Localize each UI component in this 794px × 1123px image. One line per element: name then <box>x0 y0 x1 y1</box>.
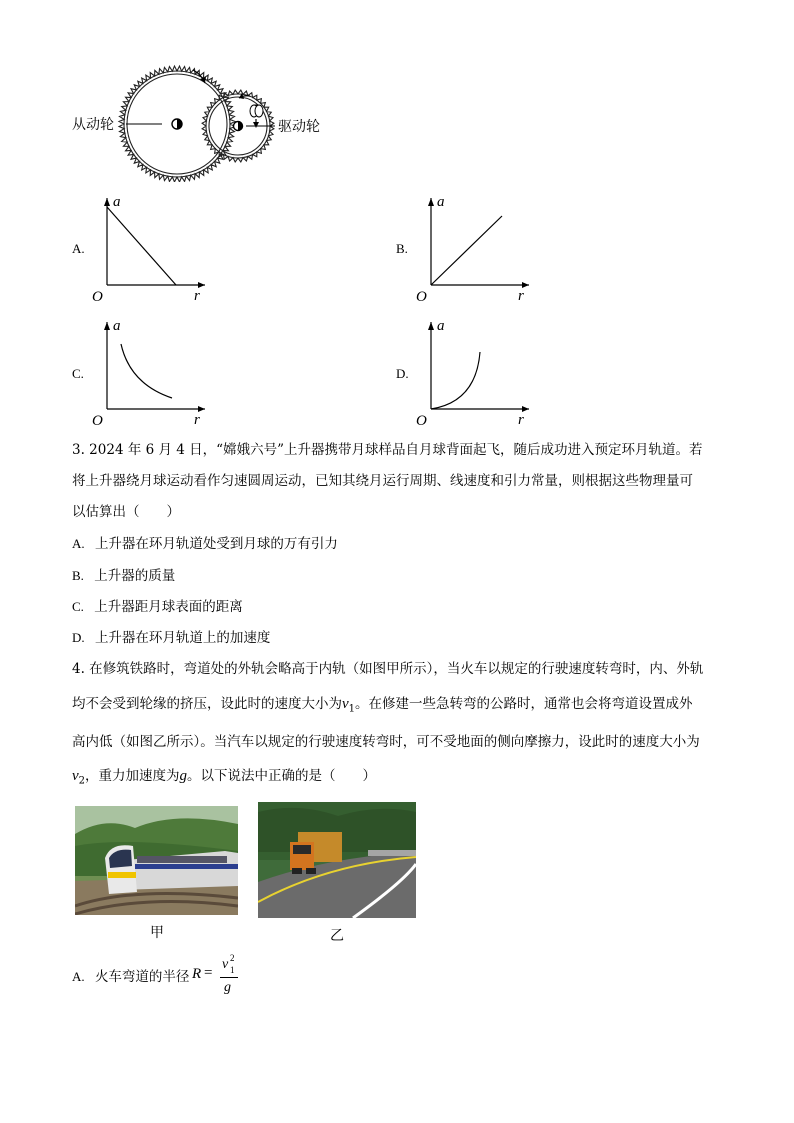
graph-option-b <box>414 190 534 305</box>
q3-stem-line-3: 以估算出（ ） <box>72 504 180 520</box>
q4-option-a-text: 火车弯道的半径 <box>94 969 190 985</box>
graph-c-y-label: a <box>113 318 121 334</box>
graph-option-d <box>414 314 534 429</box>
q3-option-c-text: 上升器距月球表面的距离 <box>94 599 243 615</box>
q3-option-d-text: 上升器在环月轨道上的加速度 <box>94 630 271 646</box>
q3-option-a-letter: A. <box>72 536 85 551</box>
caption-jia: 甲 <box>150 925 164 941</box>
q4-line2-part-b: 。在修建一些急转弯的公路时，通常也会将弯道设置成外 <box>355 696 693 712</box>
graph-a-origin: O <box>92 289 103 305</box>
q4-line2-part-a: 均不会受到轮缘的挤压，设此时的速度大小为 <box>72 696 342 712</box>
graph-option-a-letter: A. <box>72 241 85 256</box>
formula-numerator-v: v <box>222 957 229 972</box>
graph-option-c <box>90 314 210 429</box>
gear-figure <box>70 62 350 182</box>
q4-stem-line-4 <box>72 767 376 791</box>
q4-option-a <box>72 968 189 986</box>
driven-gear-label: 从动轮 <box>72 117 114 133</box>
q3-stem-line-2: 将上升器绕月球运动看作匀速圆周运动，已知其绕月运行周期、线速度和引力常量，则根据这些物理量可 <box>72 473 693 489</box>
q3-option-b-letter: B. <box>72 568 84 583</box>
graph-a-y-label: a <box>113 194 121 210</box>
q4-line4-part-a: ，重力加速度为 <box>85 768 180 784</box>
graph-b-origin: O <box>416 289 427 305</box>
formula-equals: = <box>204 965 213 981</box>
truck-photo <box>258 802 416 918</box>
q4-v1-symbol: v <box>342 696 349 712</box>
q4-option-a-letter: A. <box>72 969 85 984</box>
q4-v2-subscript: 2 <box>78 775 86 787</box>
graph-option-c-letter: C. <box>72 366 84 381</box>
graph-option-b-letter: B. <box>396 241 408 256</box>
q4-v2-symbol: v <box>72 768 79 784</box>
q3-option-d <box>72 629 270 647</box>
graph-d-x-label: r <box>518 412 524 428</box>
driver-gear-label: 驱动轮 <box>278 119 320 135</box>
q3-option-b <box>72 567 175 585</box>
formula-fraction-bar <box>220 977 238 978</box>
q4-stem-line-3: 高内低（如图乙所示）。当汽车以规定的行驶速度转弯时，可不受地面的侧向摩擦力，设此时的速度大小为 <box>72 734 700 750</box>
q3-option-d-letter: D. <box>72 630 85 645</box>
q3-option-a <box>72 535 338 553</box>
q4-line4-part-b: 。以下说法中正确的是（ ） <box>187 768 377 784</box>
graph-option-d-letter: D. <box>396 366 409 381</box>
graph-c-x-label: r <box>194 412 200 428</box>
q4-v1-subscript: 1 <box>348 703 356 715</box>
formula-numerator-sub: 1 <box>230 965 235 975</box>
q4-stem-line-2 <box>72 695 693 719</box>
q3-option-b-text: 上升器的质量 <box>94 568 176 584</box>
formula-r-symbol: R <box>192 966 202 982</box>
q3-option-c <box>72 598 243 616</box>
q4-g-symbol: g <box>179 768 188 784</box>
q4-option-a-formula <box>192 953 252 1001</box>
caption-yi: 乙 <box>330 928 344 944</box>
graph-b-y-label: a <box>437 194 445 210</box>
q3-option-c-letter: C. <box>72 599 84 614</box>
formula-denominator-g: g <box>224 980 231 995</box>
q3-option-a-text: 上升器在环月轨道处受到月球的万有引力 <box>94 536 338 552</box>
graph-a-x-label: r <box>194 288 200 304</box>
graph-b-x-label: r <box>518 288 524 304</box>
graph-c-origin: O <box>92 413 103 429</box>
graph-option-a <box>90 190 210 305</box>
q3-stem-line-1: 3. 2024 年 6 月 4 日，“嫦娥六号”上升器携带月球样品自月球背面起飞，随后成功进入预定环月轨道。若 <box>72 442 703 458</box>
graph-d-y-label: a <box>437 318 445 334</box>
train-photo <box>75 806 238 915</box>
formula-numerator-sup: 2 <box>230 953 235 963</box>
graph-d-origin: O <box>416 413 427 429</box>
q4-stem-line-1: 4. 在修筑铁路时，弯道处的外轨会略高于内轨（如图甲所示），当火车以规定的行驶速度转弯时，内、外轨 <box>72 661 704 677</box>
